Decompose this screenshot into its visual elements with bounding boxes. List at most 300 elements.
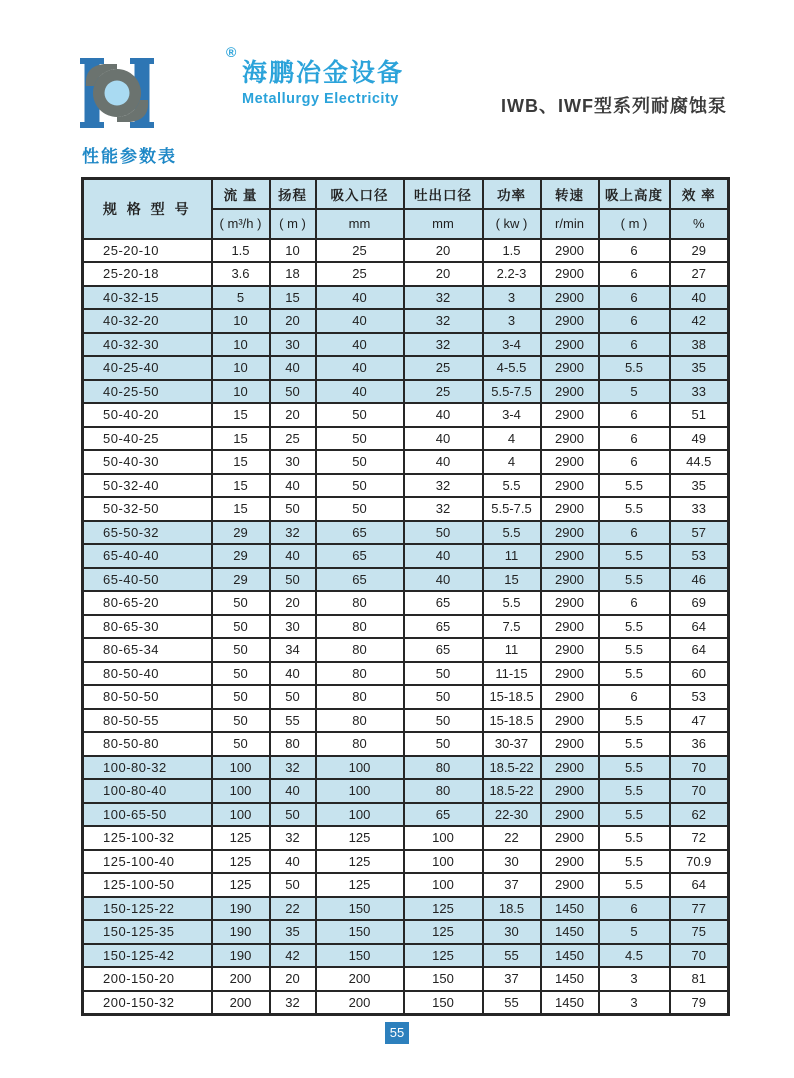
value-cell: 50: [404, 662, 483, 686]
value-cell: 5.5-7.5: [483, 497, 541, 521]
value-cell: 40: [270, 662, 316, 686]
value-cell: 40: [270, 474, 316, 498]
value-cell: 2900: [541, 662, 599, 686]
model-cell: 100-80-40: [83, 779, 212, 803]
table-row: [83, 685, 729, 709]
value-cell: 6: [599, 897, 670, 921]
value-cell: 150: [316, 944, 404, 968]
value-cell: 15: [212, 403, 270, 427]
value-cell: 32: [270, 826, 316, 850]
value-cell: 20: [270, 403, 316, 427]
value-cell: 150: [404, 967, 483, 991]
value-cell: 15: [212, 474, 270, 498]
value-cell: 2900: [541, 873, 599, 897]
value-cell: 5: [212, 286, 270, 310]
value-cell: 32: [270, 756, 316, 780]
value-cell: 32: [404, 286, 483, 310]
value-cell: 40: [316, 333, 404, 357]
value-cell: 5.5-7.5: [483, 380, 541, 404]
model-cell: 80-65-30: [83, 615, 212, 639]
value-cell: 50: [270, 873, 316, 897]
value-cell: 25: [316, 239, 404, 263]
value-cell: 5.5: [599, 474, 670, 498]
value-cell: 3-4: [483, 403, 541, 427]
value-cell: 35: [670, 356, 729, 380]
value-cell: 1.5: [483, 239, 541, 263]
value-cell: 55: [483, 944, 541, 968]
value-cell: 2900: [541, 356, 599, 380]
value-cell: 80: [270, 732, 316, 756]
product-series-title: IWB、IWF型系列耐腐蚀泵: [501, 96, 727, 116]
value-cell: 125: [316, 826, 404, 850]
value-cell: 5.5: [599, 356, 670, 380]
value-cell: 50: [270, 685, 316, 709]
value-cell: 150: [316, 920, 404, 944]
table-row: [83, 403, 729, 427]
value-cell: 200: [212, 991, 270, 1015]
table-row: [83, 262, 729, 286]
unit-flow: ( m³/h ): [212, 209, 270, 239]
value-cell: 3: [483, 286, 541, 310]
value-cell: 32: [404, 309, 483, 333]
value-cell: 5.5: [483, 521, 541, 545]
table-row: [83, 591, 729, 615]
model-cell: 25-20-10: [83, 239, 212, 263]
table-row: [83, 967, 729, 991]
value-cell: 18.5-22: [483, 779, 541, 803]
table-row: [83, 803, 729, 827]
value-cell: 3: [599, 991, 670, 1015]
value-cell: 3: [483, 309, 541, 333]
value-cell: 5.5: [599, 779, 670, 803]
brand-name-en: Metallurgy Electricity: [242, 90, 399, 107]
value-cell: 40: [316, 309, 404, 333]
value-cell: 125: [212, 850, 270, 874]
model-cell: 40-32-15: [83, 286, 212, 310]
value-cell: 80: [316, 732, 404, 756]
value-cell: 22-30: [483, 803, 541, 827]
value-cell: 5.5: [599, 850, 670, 874]
value-cell: 50: [270, 568, 316, 592]
unit-power: ( kw ): [483, 209, 541, 239]
value-cell: 22: [483, 826, 541, 850]
value-cell: 50: [404, 709, 483, 733]
value-cell: 50: [404, 521, 483, 545]
value-cell: 65: [404, 615, 483, 639]
value-cell: 2900: [541, 286, 599, 310]
value-cell: 125: [316, 873, 404, 897]
value-cell: 40: [670, 286, 729, 310]
value-cell: 5.5: [599, 615, 670, 639]
value-cell: 50: [316, 450, 404, 474]
value-cell: 22: [270, 897, 316, 921]
value-cell: 80: [316, 591, 404, 615]
value-cell: 200: [212, 967, 270, 991]
value-cell: 50: [404, 685, 483, 709]
value-cell: 35: [670, 474, 729, 498]
value-cell: 2900: [541, 779, 599, 803]
model-cell: 125-100-32: [83, 826, 212, 850]
value-cell: 50: [270, 803, 316, 827]
value-cell: 100: [404, 850, 483, 874]
model-cell: 80-50-50: [83, 685, 212, 709]
value-cell: 11-15: [483, 662, 541, 686]
value-cell: 10: [212, 380, 270, 404]
value-cell: 7.5: [483, 615, 541, 639]
value-cell: 6: [599, 685, 670, 709]
value-cell: 150: [404, 991, 483, 1015]
value-cell: 65: [316, 568, 404, 592]
value-cell: 81: [670, 967, 729, 991]
value-cell: 125: [404, 944, 483, 968]
value-cell: 38: [670, 333, 729, 357]
value-cell: 80: [316, 662, 404, 686]
value-cell: 72: [670, 826, 729, 850]
value-cell: 10: [212, 356, 270, 380]
value-cell: 2900: [541, 450, 599, 474]
value-cell: 5.5: [599, 497, 670, 521]
model-cell: 100-65-50: [83, 803, 212, 827]
value-cell: 125: [212, 826, 270, 850]
model-cell: 40-25-50: [83, 380, 212, 404]
col-header-discharge: 吐出口径: [404, 179, 483, 209]
value-cell: 3: [599, 967, 670, 991]
value-cell: 37: [483, 873, 541, 897]
table-row: [83, 756, 729, 780]
value-cell: 32: [404, 497, 483, 521]
table-row: [83, 732, 729, 756]
value-cell: 2900: [541, 262, 599, 286]
value-cell: 29: [670, 239, 729, 263]
value-cell: 34: [270, 638, 316, 662]
value-cell: 69: [670, 591, 729, 615]
value-cell: 80: [404, 779, 483, 803]
value-cell: 51: [670, 403, 729, 427]
value-cell: 100: [212, 803, 270, 827]
model-cell: 80-65-34: [83, 638, 212, 662]
value-cell: 30: [483, 920, 541, 944]
value-cell: 5.5: [483, 474, 541, 498]
value-cell: 1450: [541, 944, 599, 968]
table-row: [83, 944, 729, 968]
model-cell: 100-80-32: [83, 756, 212, 780]
table-row: [83, 991, 729, 1015]
model-cell: 65-40-40: [83, 544, 212, 568]
value-cell: 32: [404, 474, 483, 498]
value-cell: 65: [316, 521, 404, 545]
value-cell: 190: [212, 920, 270, 944]
value-cell: 125: [404, 897, 483, 921]
value-cell: 79: [670, 991, 729, 1015]
value-cell: 1450: [541, 920, 599, 944]
performance-table-wrap: [81, 177, 730, 1016]
value-cell: 125: [212, 873, 270, 897]
table-row: [83, 826, 729, 850]
model-cell: 40-32-30: [83, 333, 212, 357]
table-header: [83, 179, 729, 239]
brand-text: [242, 60, 404, 107]
model-cell: 50-40-30: [83, 450, 212, 474]
table-row: [83, 615, 729, 639]
value-cell: 44.5: [670, 450, 729, 474]
value-cell: 2900: [541, 474, 599, 498]
value-cell: 2900: [541, 427, 599, 451]
value-cell: 2900: [541, 403, 599, 427]
value-cell: 65: [316, 544, 404, 568]
value-cell: 37: [483, 967, 541, 991]
value-cell: 2900: [541, 239, 599, 263]
value-cell: 32: [404, 333, 483, 357]
model-cell: 80-50-55: [83, 709, 212, 733]
value-cell: 40: [404, 450, 483, 474]
performance-table: [81, 177, 730, 1016]
value-cell: 2900: [541, 850, 599, 874]
col-header-suction: 吸入口径: [316, 179, 404, 209]
value-cell: 5.5: [599, 732, 670, 756]
table-row: [83, 450, 729, 474]
model-cell: 80-50-80: [83, 732, 212, 756]
value-cell: 57: [670, 521, 729, 545]
value-cell: 2900: [541, 380, 599, 404]
value-cell: 32: [270, 521, 316, 545]
value-cell: 2900: [541, 685, 599, 709]
table-row: [83, 286, 729, 310]
table-row: [83, 427, 729, 451]
unit-head: ( m ): [270, 209, 316, 239]
value-cell: 5.5: [599, 756, 670, 780]
value-cell: 2900: [541, 544, 599, 568]
model-cell: 150-125-35: [83, 920, 212, 944]
model-cell: 50-32-50: [83, 497, 212, 521]
page-number-badge: 55: [385, 1022, 409, 1044]
value-cell: 50: [212, 662, 270, 686]
value-cell: 40: [316, 380, 404, 404]
value-cell: 5.5: [599, 873, 670, 897]
value-cell: 50: [212, 732, 270, 756]
table-row: [83, 662, 729, 686]
value-cell: 55: [270, 709, 316, 733]
value-cell: 29: [212, 568, 270, 592]
value-cell: 50: [270, 497, 316, 521]
value-cell: 80: [404, 756, 483, 780]
model-cell: 80-65-20: [83, 591, 212, 615]
value-cell: 125: [404, 920, 483, 944]
value-cell: 15-18.5: [483, 709, 541, 733]
table-row: [83, 474, 729, 498]
value-cell: 4-5.5: [483, 356, 541, 380]
model-cell: 65-50-32: [83, 521, 212, 545]
value-cell: 40: [404, 403, 483, 427]
value-cell: 6: [599, 521, 670, 545]
value-cell: 5.5: [599, 826, 670, 850]
value-cell: 6: [599, 286, 670, 310]
value-cell: 20: [270, 309, 316, 333]
value-cell: 30: [270, 333, 316, 357]
table-row: [83, 779, 729, 803]
value-cell: 25: [404, 356, 483, 380]
col-header-flow: 流 量: [212, 179, 270, 209]
value-cell: 4: [483, 427, 541, 451]
col-header-lift: 吸上高度: [599, 179, 670, 209]
value-cell: 6: [599, 427, 670, 451]
table-row: [83, 309, 729, 333]
value-cell: 40: [270, 850, 316, 874]
value-cell: 70: [670, 756, 729, 780]
table-row: [83, 709, 729, 733]
value-cell: 50: [212, 709, 270, 733]
value-cell: 80: [316, 685, 404, 709]
value-cell: 77: [670, 897, 729, 921]
value-cell: 15: [212, 497, 270, 521]
value-cell: 6: [599, 591, 670, 615]
value-cell: 11: [483, 638, 541, 662]
value-cell: 62: [670, 803, 729, 827]
value-cell: 40: [404, 544, 483, 568]
value-cell: 49: [670, 427, 729, 451]
value-cell: 42: [670, 309, 729, 333]
unit-lift: ( m ): [599, 209, 670, 239]
model-cell: 150-125-42: [83, 944, 212, 968]
brand-logo-icon: [80, 50, 154, 130]
value-cell: 65: [404, 638, 483, 662]
value-cell: 40: [270, 544, 316, 568]
value-cell: 4.5: [599, 944, 670, 968]
model-cell: 150-125-22: [83, 897, 212, 921]
value-cell: 20: [270, 967, 316, 991]
value-cell: 30: [483, 850, 541, 874]
unit-discharge: mm: [404, 209, 483, 239]
value-cell: 10: [212, 333, 270, 357]
value-cell: 100: [404, 873, 483, 897]
table-row: [83, 497, 729, 521]
table-row: [83, 568, 729, 592]
value-cell: 30: [270, 615, 316, 639]
value-cell: 2900: [541, 615, 599, 639]
value-cell: 5: [599, 380, 670, 404]
value-cell: 50: [212, 638, 270, 662]
value-cell: 1450: [541, 991, 599, 1015]
table-row: [83, 239, 729, 263]
value-cell: 6: [599, 262, 670, 286]
model-cell: 40-32-20: [83, 309, 212, 333]
col-header-power: 功率: [483, 179, 541, 209]
value-cell: 100: [212, 756, 270, 780]
value-cell: 10: [270, 239, 316, 263]
value-cell: 1.5: [212, 239, 270, 263]
value-cell: 5.5: [483, 591, 541, 615]
value-cell: 100: [316, 779, 404, 803]
value-cell: 150: [316, 897, 404, 921]
value-cell: 15: [483, 568, 541, 592]
model-cell: 50-40-25: [83, 427, 212, 451]
registered-trademark-icon: ®: [226, 44, 237, 60]
value-cell: 50: [270, 380, 316, 404]
value-cell: 40: [270, 779, 316, 803]
value-cell: 20: [270, 591, 316, 615]
model-cell: 50-32-40: [83, 474, 212, 498]
value-cell: 15: [212, 450, 270, 474]
value-cell: 64: [670, 615, 729, 639]
value-cell: 6: [599, 450, 670, 474]
value-cell: 25: [316, 262, 404, 286]
value-cell: 40: [316, 286, 404, 310]
model-cell: 80-50-40: [83, 662, 212, 686]
value-cell: 2900: [541, 521, 599, 545]
model-cell: 50-40-20: [83, 403, 212, 427]
table-row: [83, 873, 729, 897]
value-cell: 15-18.5: [483, 685, 541, 709]
value-cell: 2900: [541, 826, 599, 850]
value-cell: 11: [483, 544, 541, 568]
value-cell: 190: [212, 944, 270, 968]
value-cell: 25: [270, 427, 316, 451]
value-cell: 40: [270, 356, 316, 380]
value-cell: 5.5: [599, 544, 670, 568]
value-cell: 18.5-22: [483, 756, 541, 780]
value-cell: 64: [670, 638, 729, 662]
value-cell: 2900: [541, 497, 599, 521]
value-cell: 50: [212, 591, 270, 615]
value-cell: 33: [670, 497, 729, 521]
value-cell: 40: [316, 356, 404, 380]
value-cell: 75: [670, 920, 729, 944]
model-cell: 25-20-18: [83, 262, 212, 286]
value-cell: 33: [670, 380, 729, 404]
value-cell: 6: [599, 239, 670, 263]
value-cell: 80: [316, 615, 404, 639]
value-cell: 65: [404, 803, 483, 827]
table-row: [83, 850, 729, 874]
value-cell: 65: [404, 591, 483, 615]
value-cell: 10: [212, 309, 270, 333]
value-cell: 6: [599, 309, 670, 333]
value-cell: 2900: [541, 333, 599, 357]
value-cell: 29: [212, 521, 270, 545]
value-cell: 1450: [541, 897, 599, 921]
table-row: [83, 521, 729, 545]
value-cell: 35: [270, 920, 316, 944]
value-cell: 55: [483, 991, 541, 1015]
model-cell: 125-100-40: [83, 850, 212, 874]
value-cell: 40: [404, 427, 483, 451]
value-cell: 3.6: [212, 262, 270, 286]
col-header-head: 扬程: [270, 179, 316, 209]
value-cell: 1450: [541, 967, 599, 991]
value-cell: 6: [599, 403, 670, 427]
value-cell: 70: [670, 944, 729, 968]
value-cell: 27: [670, 262, 729, 286]
value-cell: 50: [316, 474, 404, 498]
value-cell: 42: [270, 944, 316, 968]
value-cell: 60: [670, 662, 729, 686]
value-cell: 2900: [541, 756, 599, 780]
value-cell: 200: [316, 967, 404, 991]
value-cell: 53: [670, 685, 729, 709]
model-cell: 200-150-32: [83, 991, 212, 1015]
value-cell: 46: [670, 568, 729, 592]
value-cell: 5.5: [599, 709, 670, 733]
table-row: [83, 380, 729, 404]
value-cell: 2900: [541, 803, 599, 827]
brand-name-cn: 海鹏冶金设备: [242, 59, 405, 87]
unit-suction: mm: [316, 209, 404, 239]
value-cell: 5: [599, 920, 670, 944]
value-cell: 5.5: [599, 638, 670, 662]
value-cell: 40: [404, 568, 483, 592]
value-cell: 15: [270, 286, 316, 310]
value-cell: 100: [404, 826, 483, 850]
value-cell: 200: [316, 991, 404, 1015]
